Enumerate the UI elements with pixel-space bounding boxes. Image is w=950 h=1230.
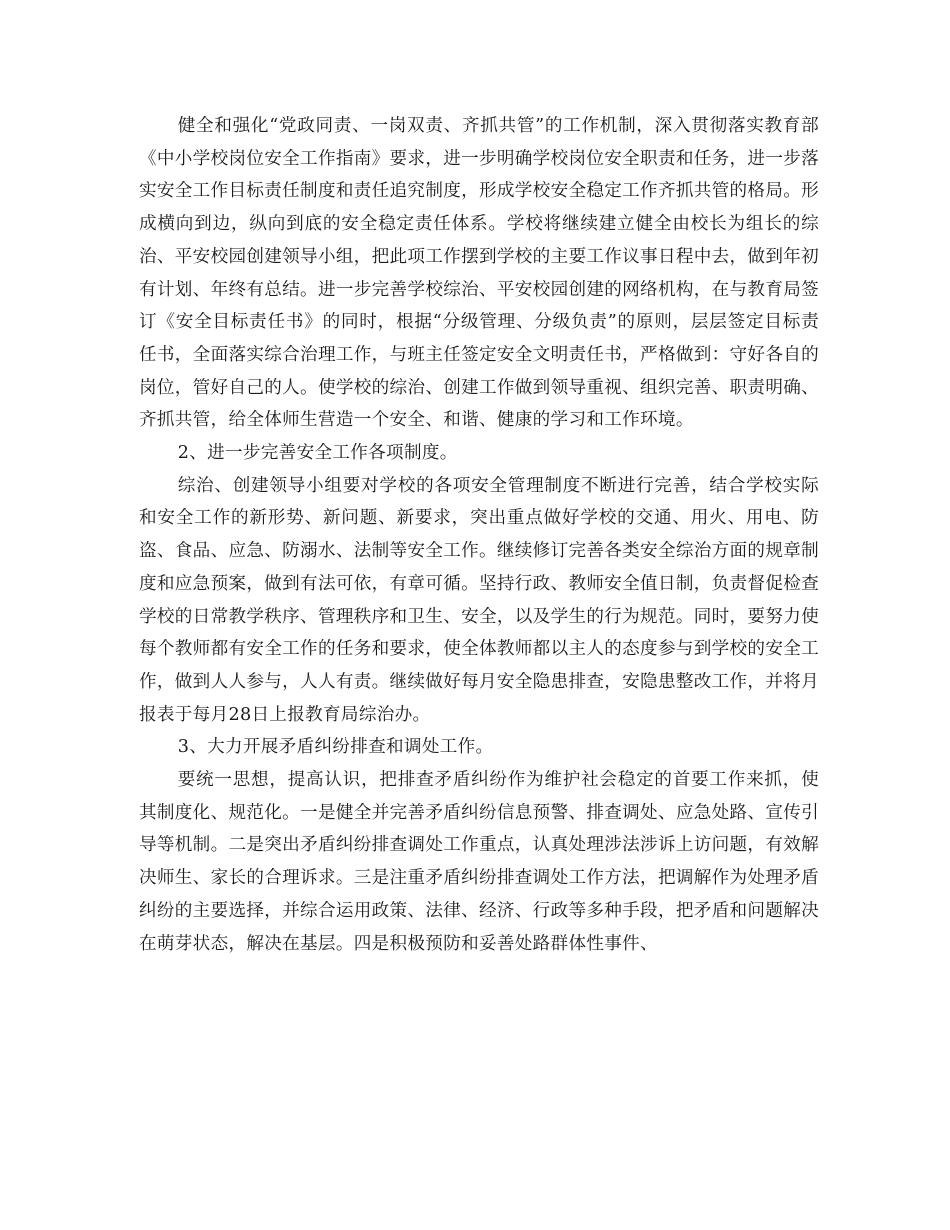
section-heading-3: 3、大力开展矛盾纠纷排查和调处工作。: [177, 737, 494, 758]
section-heading-2: 2、进一步完善安全工作各项制度。: [177, 443, 458, 464]
document-page: [139, 110, 819, 960]
paragraph-safety-regulations: 综治、创建领导小组要对学校的各项安全管理制度不断进行完善，结合学校实际和安全工作的新形势、新问题、新要求，突出重点做好学校的交通、用火、用电、防盗、食品、应急、防溺水、法制等安全工作。继续修订完善各类安全综治方面的规章制度和应急预案，做到有法可依，有章可循。坚持行政、教师安全值日制，负责督促检查学校的日常教学秩序、管理秩序和卫生、安全，以及学生的行为规范。同时，要努力使每个教师都有安全工作的任务和要求，使全体教师都以主人的态度参与到学校的安全工作，做到人人参与，人人有责。继续做好每月安全隐患排查，安隐患整改工作，并将月报表于每月28日上报教育局综治办。: [139, 475, 819, 725]
paragraph-dispute-resolution: 要统一思想，提高认识，把排查矛盾纠纷作为维护社会稳定的首要工作来抓，使其制度化、规范化。一是健全并完善矛盾纠纷信息预警、排查调处、应急处路、宣传引导等机制。二是突出矛盾纠纷排查调处工作重点，认真处理涉法涉诉上访问题，有效解决师生、家长的合理诉求。三是注重矛盾纠纷排查调处工作方法，把调解作为处理矛盾纠纷的主要选择，并综合运用政策、法律、经济、行政等多种手段，把矛盾和问题解决在萌芽状态，解决在基层。四是积极预防和妥善处路群体性事件、: [139, 770, 819, 954]
paragraph-responsibility-system: 健全和强化“党政同责、一岗双责、齐抓共管”的工作机制，深入贯彻落实教育部《中小学校岗位安全工作指南》要求，进一步明确学校岗位安全职责和任务，进一步落实安全工作目标责任制度和责任追究制度，形成学校安全稳定工作齐抓共管的格局。形成横向到边，纵向到底的安全稳定责任体系。学校将继续建立健全由校长为组长的综治、平安校园创建领导小组，把此项工作摆到学校的主要工作议事日程中去，做到年初有计划、年终有总结。进一步完善学校综治、平安校园创建的网络机构，在与教育局签订《安全目标责任书》的同时，根据“分级管理、分级负责”的原则，层层签定目标责任书，全面落实综合治理工作，与班主任签定安全文明责任书，严格做到：守好各自的岗位，管好自己的人。使学校的综治、创建工作做到领导重视、组织完善、职责明确、齐抓共管，给全体师生营造一个安全、和谐、健康的学习和工作环境。: [139, 116, 819, 431]
